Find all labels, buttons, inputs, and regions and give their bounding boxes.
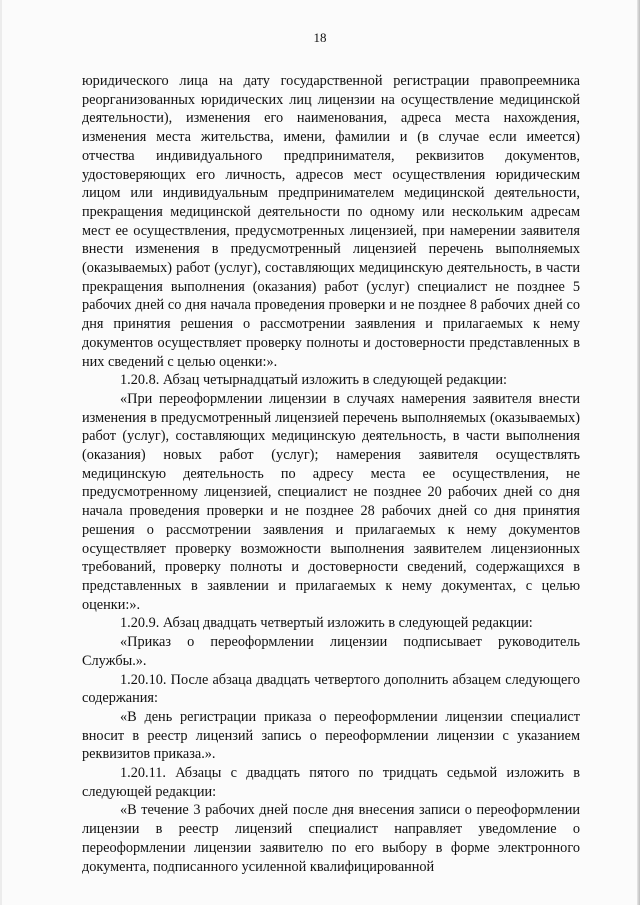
paragraph-quote-1-20-8: «При переоформлении лицензии в случаях намерения заявителя внести изменения в предусмотренный лицензией перечень выполняемых (оказываемых) работ (услуг), составляющих медицинскую деятельность, в части выполнения (оказания) новых работ (услуг); намерения заявителя осуществлять медицинскую деятельность по адресу места ее осуществления, не предусмотренному лицензией, специалист не позднее 20 рабочих дней со дня начала проведения проверки и не позднее 28 рабочих дней со дня принятия решения о рассмотрении заявления и прилагаемых к нему документов осуществляет проверку возможности выполнения заявителем лицензионных требований, проверку полноты и достоверности сведений, содержащихся в представленных в заявлении и прилагаемых к нему документах, с целью оценки:». [82,390,580,613]
paragraph-quote-1-20-11: «В течение 3 рабочих дней после дня внесения записи о переоформлении лицензии в реестр лицензий специалист направляет уведомление о переоформлении лицензии заявителю по его выбору в форме электронного документа, подписанного усиленной квалифицированной [82,802,580,875]
document-body [82,72,580,876]
paragraph-clause-1-20-10: 1.20.10. После абзаца двадцать четвертого дополнить абзацем следующего содержания: [82,671,580,707]
paragraph-quote-1-20-9: «Приказ о переоформлении лицензии подписывает руководитель Службы.». [82,634,580,669]
paragraph-clause-1-20-8: 1.20.8. Абзац четырнадцатый изложить в следующей редакции: [120,372,508,389]
paragraph-clause-1-20-11: 1.20.11. Абзацы с двадцать пятого по тридцать седьмой изложить в следующей редакции: [82,765,580,800]
paragraph-quote-1-20-10: «В день регистрации приказа о переоформлении лицензии специалист вносит в реестр лицензий запись о переоформлении лицензии с указанием реквизитов приказа.». [82,708,580,763]
paragraph-clause-1-20-9: 1.20.9. Абзац двадцать четвертый изложить в следующей редакции: [120,615,533,632]
page-left-edge [0,0,2,905]
page-number: 18 [313,30,327,45]
paragraph-continuation: юридического лица на дату государственной регистрации правопреемника реорганизованных юридических лиц лицензии на осуществление медицинской деятельности), изменения его наименования, адреса места нахождения, изменения места жительства, имени, фамилии и (в случае если имеется) отчества индивидуального предпринимателя, реквизитов документов, удостоверяющих его личность, адресов мест осуществления юридическим лицом или индивидуальным предпринимателем медицинской деятельности, прекращения медицинской деятельности по одному или нескольким адресам мест ее осуществления, предусмотренных лицензией, при намерении заявителя внести изменения в предусмотренный лицензией перечень выполняемых (оказываемых) работ (услуг), составляющих медицинскую деятельность, в части прекращения выполнения (оказания) работ (услуг) специалист не позднее 5 рабочих дней со дня начала проведения проверки и не позднее 8 рабочих дней со дня принятия решения о рассмотрении заявления и прилагаемых к нему документов осуществляет проверку полноты и достоверности представленных в них сведений с целью оценки:». [82,73,580,370]
